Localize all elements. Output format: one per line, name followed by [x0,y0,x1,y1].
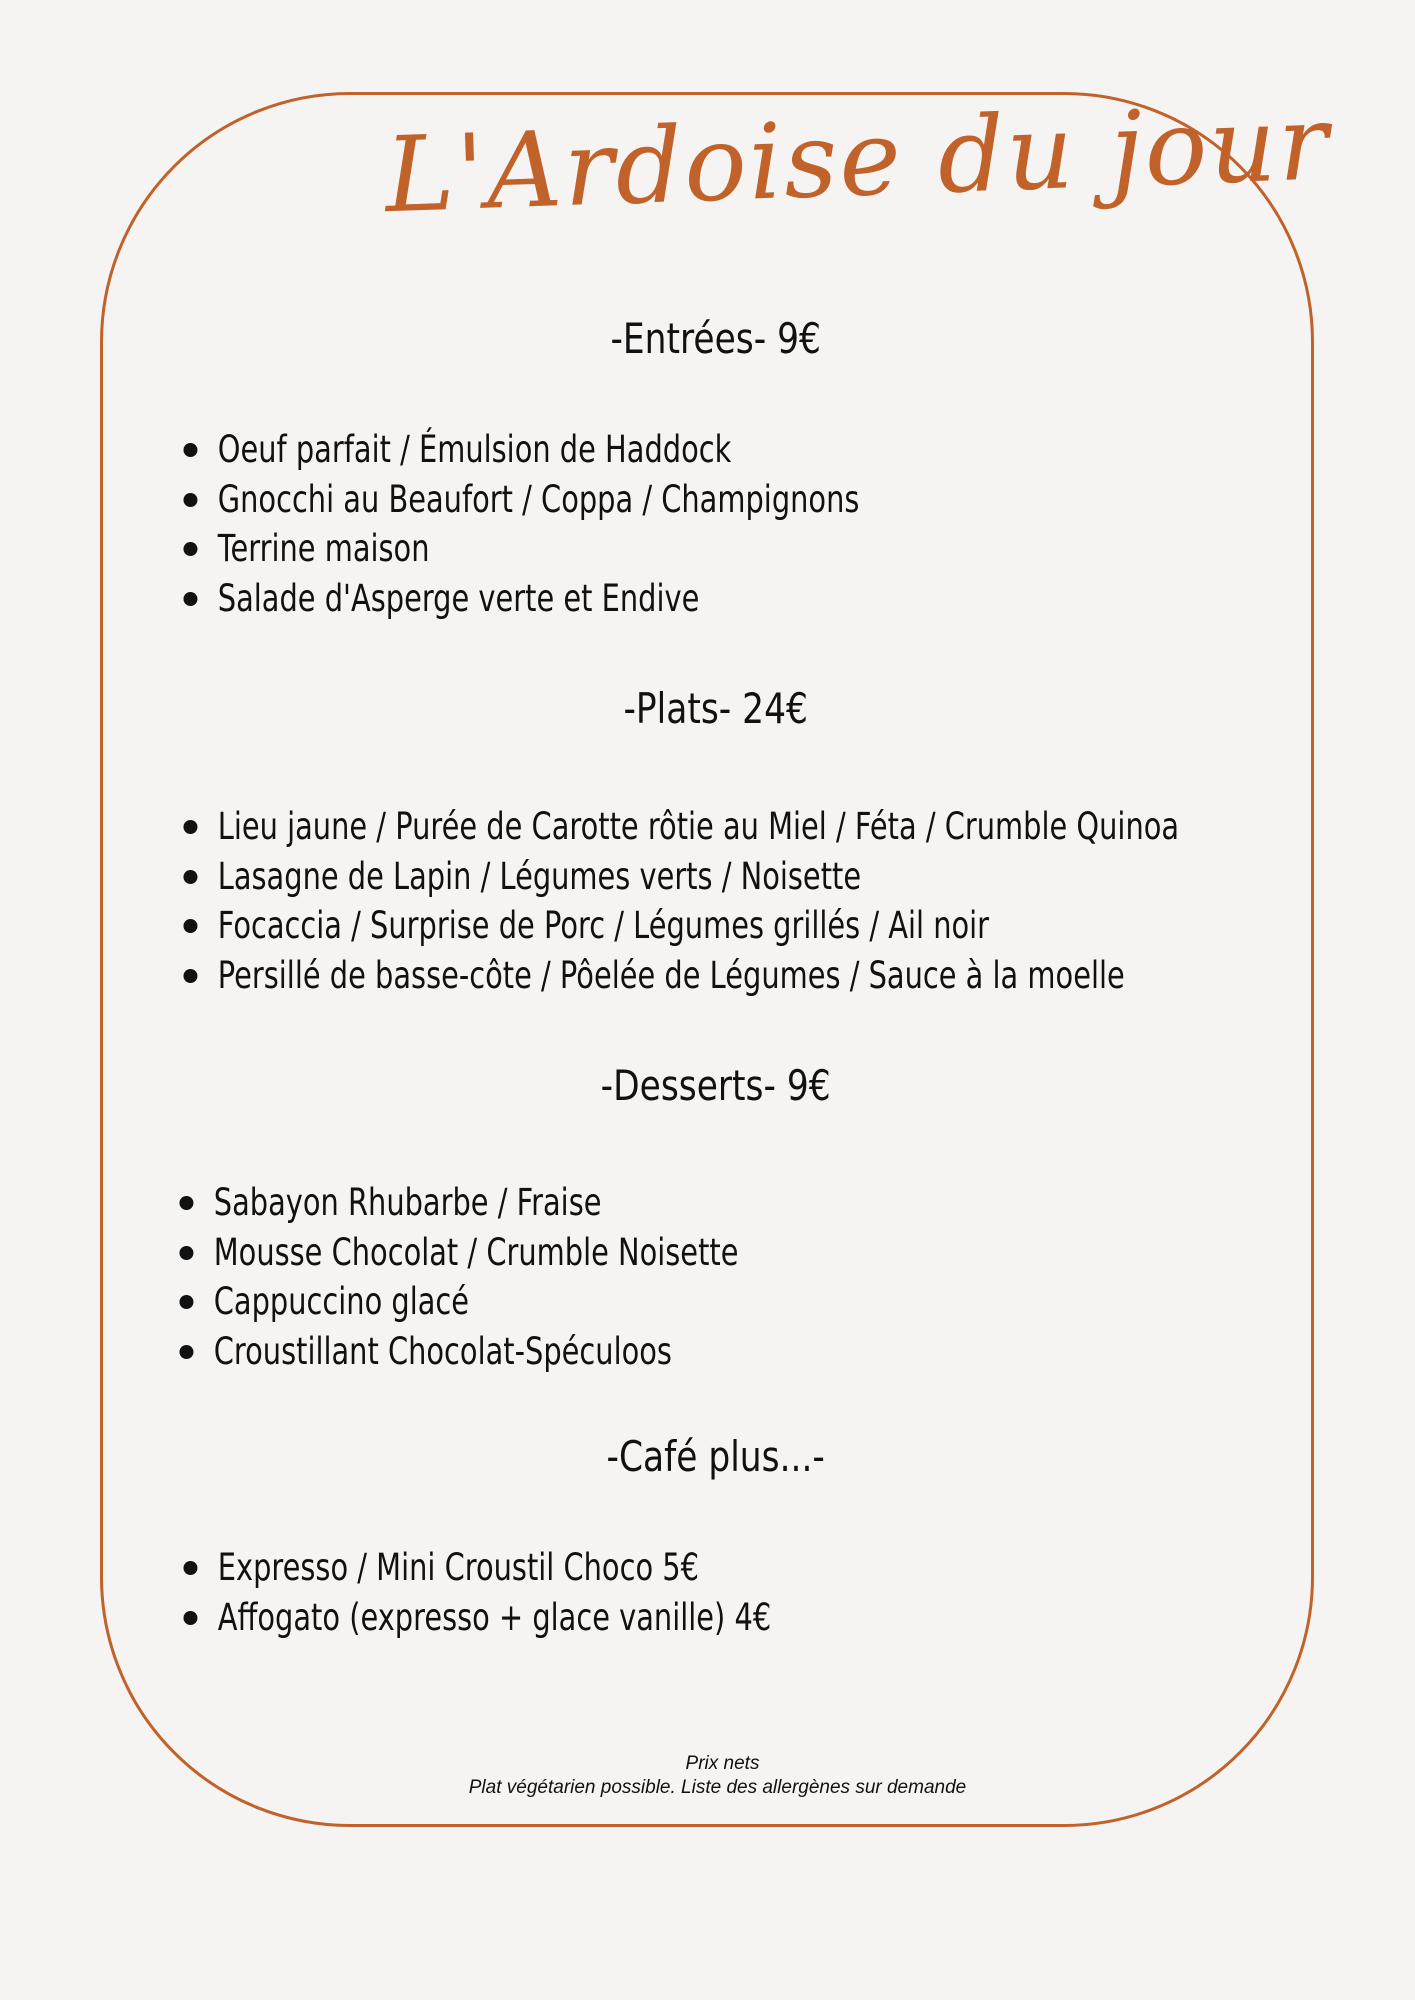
desserts-list [181,1178,896,1376]
bullet-icon [179,1196,193,1210]
plats-list [185,802,1415,1000]
item-label: Oeuf parfait / Émulsion de Haddock [217,428,732,471]
section-heading-plats: -Plats- 24€ [623,684,808,733]
bullet-icon [183,443,197,457]
list-item [181,1228,738,1278]
item-label: Gnocchi au Beaufort / Coppa / Champignons [217,477,860,521]
item-label: Affogato (expresso + glace vanille) 4€ [217,1595,772,1639]
bullet-icon [179,1295,193,1309]
footer-allergens-note: Plat végétarien possible. Liste des allergènes sur demande [468,1776,967,1798]
bullet-icon [183,919,197,933]
item-label: Persillé de basse-côte / Pôelée de Légumes / Sauce à la moelle [217,953,1125,997]
bullet-icon [183,493,197,507]
bullet-icon [183,870,197,884]
item-label: Sabayon Rhubarbe / Fraise [213,1181,602,1224]
item-label: Lasagne de Lapin / Légumes verts / Noisette [217,854,862,898]
entrees-list [185,425,1050,623]
menu-title: L'Ardoise du jour [383,81,1332,237]
bullet-icon [183,1561,197,1575]
bullet-icon [183,1611,197,1625]
bullet-icon [183,542,197,556]
list-item [185,1593,771,1643]
section-heading-entrees: -Entrées- 9€ [610,314,821,363]
item-label: Croustillant Chocolat-Spéculoos [213,1329,672,1373]
list-item [181,1327,738,1377]
bullet-icon [183,592,197,606]
list-item [185,802,1179,852]
list-item [185,852,1179,902]
list-item [181,1178,738,1228]
item-label: Lieu jaune / Purée de Carotte rôtie au Miel / Féta / Crumble Quinoa [217,805,1180,848]
list-item [185,951,1179,1001]
list-item [185,475,859,525]
section-heading-desserts: -Desserts- 9€ [600,1061,831,1110]
footer-note [0,1752,1415,1800]
list-item [185,574,859,624]
item-label: Focaccia / Surprise de Porc / Légumes grillés / Ail noir [217,904,990,947]
cafe-list [185,1543,937,1642]
bullet-icon [183,969,197,983]
item-label: Expresso / Mini Croustil Choco 5€ [217,1546,699,1589]
item-label: Salade d'Asperge verte et Endive [217,576,700,620]
bullet-icon [179,1345,193,1359]
list-item [181,1277,738,1327]
list-item [185,901,1179,951]
item-label: Terrine maison [217,527,430,570]
list-item [185,425,859,475]
bullet-icon [179,1246,193,1260]
item-label: Cappuccino glacé [213,1280,470,1323]
list-item [185,524,859,574]
list-item [185,1543,771,1593]
footer-prices-note: Prix nets [685,1753,760,1774]
bullet-icon [183,820,197,834]
section-heading-cafe: -Café plus...- [606,1432,825,1481]
item-label: Mousse Chocolat / Crumble Noisette [213,1230,739,1274]
